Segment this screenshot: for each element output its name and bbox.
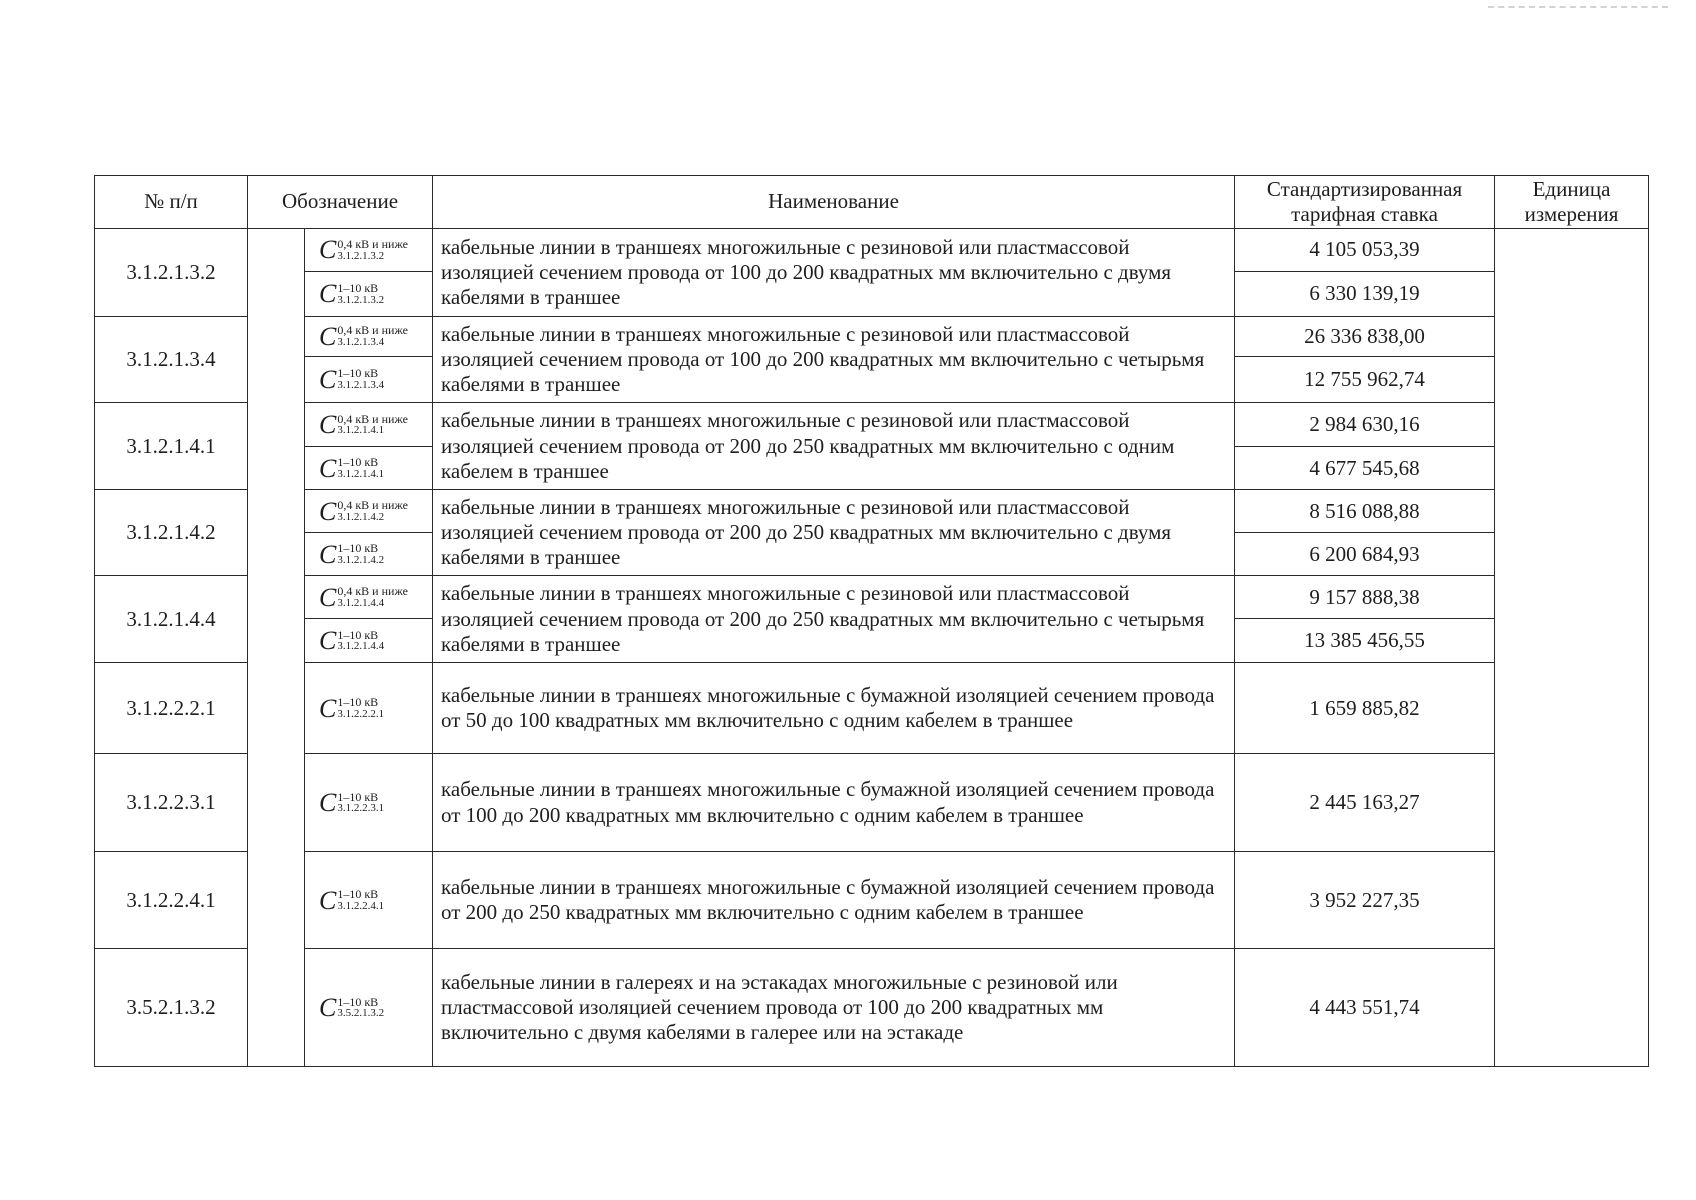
table-row — [95, 851, 1649, 949]
table-row — [95, 663, 1649, 754]
row-name: кабельные линии в галереях и на эстакадах многожильные с резиновой или пластмассовой изоляцией сечением провода от 100 до 200 квадратных мм включительно с двумя кабелями в галерее или на эстакаде — [433, 949, 1235, 1067]
symbol-indices — [337, 629, 384, 653]
header-rate: Стандартизированная тарифная ставка — [1235, 176, 1495, 229]
row-number: 3.1.2.2.4.1 — [95, 851, 248, 949]
symbol-letter: C — [319, 279, 337, 309]
header-designation: Обозначение — [248, 176, 433, 229]
tariff-rate: 26 336 838,00 — [1235, 317, 1495, 357]
symbol-letter: C — [319, 885, 337, 915]
symbol-letter: C — [319, 496, 337, 526]
row-name: кабельные линии в траншеях многожильные с резиновой или пластмассовой изоляцией сечением провода от 200 до 250 квадратных мм включительно с двумя кабелями в траншее — [433, 490, 1235, 576]
symbol-letter: C — [319, 693, 337, 723]
tariff-rate: 9 157 888,38 — [1235, 576, 1495, 619]
row-name: кабельные линии в траншеях многожильные с резиновой или пластмассовой изоляцией сечением провода от 200 до 250 квадратных мм включительно с четырьмя кабелями в траншее — [433, 576, 1235, 663]
symbol-indices — [337, 499, 408, 523]
voltage-superscript: 0,4 кВ и ниже — [337, 584, 408, 599]
tariff-table — [94, 175, 1649, 1067]
voltage-superscript: 1–10 кВ — [337, 366, 379, 381]
symbol-letter: C — [319, 235, 337, 265]
voltage-superscript: 1–10 кВ — [337, 627, 379, 642]
voltage-superscript: 1–10 кВ — [337, 541, 379, 556]
code-subscript: 3.1.2.1.4.1 — [337, 424, 385, 437]
symbol-letter: C — [319, 626, 337, 656]
code-subscript: 3.1.2.1.4.2 — [337, 553, 385, 566]
row-number: 3.5.2.1.3.2 — [95, 949, 248, 1067]
code-subscript: 3.1.2.1.3.2 — [337, 249, 385, 262]
row-name: кабельные линии в траншеях многожильные с резиновой или пластмассовой изоляцией сечением провода от 100 до 200 квадратных мм включительно с двумя кабелями в траншее — [433, 229, 1235, 317]
header-name: Наименование — [433, 176, 1235, 229]
symbol-indices — [337, 238, 408, 262]
row-number: 3.1.2.2.2.1 — [95, 663, 248, 754]
code-subscript: 3.1.2.1.3.4 — [337, 336, 385, 349]
designation-symbol — [305, 949, 433, 1067]
symbol-indices — [337, 996, 384, 1020]
row-number: 3.1.2.1.3.4 — [95, 317, 248, 403]
voltage-superscript: 1–10 кВ — [337, 280, 379, 295]
row-number: 3.1.2.1.4.1 — [95, 403, 248, 490]
designation-symbol — [305, 533, 433, 576]
code-subscript: 3.5.2.1.3.2 — [337, 1007, 385, 1020]
code-subscript: 3.1.2.1.4.4 — [337, 640, 385, 653]
designation-symbol — [305, 229, 433, 272]
designation-symbol — [305, 851, 433, 949]
tariff-rate: 4 105 053,39 — [1235, 229, 1495, 272]
code-subscript: 3.1.2.2.3.1 — [337, 802, 385, 815]
symbol-indices — [337, 413, 408, 437]
symbol-indices — [337, 282, 384, 306]
designation-symbol — [305, 663, 433, 754]
designation-symbol — [305, 403, 433, 447]
voltage-superscript: 0,4 кВ и ниже — [337, 498, 408, 513]
designation-symbol — [305, 317, 433, 357]
row-name: кабельные линии в траншеях многожильные с бумажной изоляцией сечением провода от 100 до 200 квадратных мм включительно с одним кабелем в траншее — [433, 754, 1235, 852]
symbol-indices — [337, 696, 384, 720]
voltage-superscript: 1–10 кВ — [337, 887, 379, 902]
tariff-rate: 4 677 545,68 — [1235, 447, 1495, 490]
code-subscript: 3.1.2.2.2.1 — [337, 707, 385, 720]
designation-symbol — [305, 754, 433, 852]
symbol-indices — [337, 367, 384, 391]
voltage-superscript: 0,4 кВ и ниже — [337, 323, 408, 338]
tariff-rate: 12 755 962,74 — [1235, 356, 1495, 402]
row-name: кабельные линии в траншеях многожильные с бумажной изоляцией сечением провода от 200 до 250 квадратных мм включительно с одним кабелем в траншее — [433, 851, 1235, 949]
symbol-letter: C — [319, 410, 337, 439]
tariff-rate: 6 200 684,93 — [1235, 533, 1495, 576]
code-subscript: 3.1.2.1.4.4 — [337, 596, 385, 609]
symbol-letter: C — [319, 321, 337, 351]
voltage-superscript: 1–10 кВ — [337, 994, 379, 1009]
tariff-rate: 8 516 088,88 — [1235, 490, 1495, 533]
row-name: кабельные линии в траншеях многожильные с резиновой или пластмассовой изоляцией сечением провода от 200 до 250 квадратных мм включительно с одним кабелем в траншее — [433, 403, 1235, 490]
designation-symbol — [305, 272, 433, 317]
row-number: 3.1.2.1.3.2 — [95, 229, 248, 317]
row-number: 3.1.2.2.3.1 — [95, 754, 248, 852]
row-number: 3.1.2.1.4.4 — [95, 576, 248, 663]
code-subscript: 3.1.2.1.3.2 — [337, 293, 385, 306]
voltage-superscript: 1–10 кВ — [337, 455, 379, 470]
designation-symbol — [305, 356, 433, 402]
tariff-rate: 2 984 630,16 — [1235, 403, 1495, 447]
code-subscript: 3.1.2.1.4.1 — [337, 467, 385, 480]
tariff-rate: 6 330 139,19 — [1235, 272, 1495, 317]
code-subscript: 3.1.2.2.4.1 — [337, 899, 385, 912]
header-num: № п/п — [95, 176, 248, 229]
voltage-superscript: 1–10 кВ — [337, 789, 379, 804]
voltage-superscript: 0,4 кВ и ниже — [337, 236, 408, 251]
table-row — [95, 576, 1649, 619]
table-body — [95, 229, 1649, 1067]
symbol-letter: C — [319, 788, 337, 818]
table-row — [95, 949, 1649, 1067]
tariff-rate: 1 659 885,82 — [1235, 663, 1495, 754]
scan-artifact — [1488, 6, 1668, 12]
symbol-indices — [337, 791, 384, 815]
tariff-rate: 2 445 163,27 — [1235, 754, 1495, 852]
table-row — [95, 229, 1649, 272]
row-name: кабельные линии в траншеях многожильные с резиновой или пластмассовой изоляцией сечением провода от 100 до 200 квадратных мм включительно с четырьмя кабелями в траншее — [433, 317, 1235, 403]
header-unit: Единица измерения — [1495, 176, 1649, 229]
voltage-superscript: 1–10 кВ — [337, 695, 379, 710]
symbol-indices — [337, 888, 384, 912]
designation-symbol — [305, 619, 433, 663]
designation-symbol — [305, 576, 433, 619]
symbol-indices — [337, 585, 408, 609]
designation-spacer — [248, 229, 305, 1067]
table-header-row — [95, 176, 1649, 229]
symbol-indices — [337, 542, 384, 566]
code-subscript: 3.1.2.1.4.2 — [337, 510, 385, 523]
symbol-letter: C — [319, 364, 337, 394]
symbol-letter: C — [319, 582, 337, 612]
symbol-indices — [337, 456, 384, 480]
designation-symbol — [305, 490, 433, 533]
unit-cell — [1495, 229, 1649, 1067]
row-name: кабельные линии в траншеях многожильные с бумажной изоляцией сечением провода от 50 до 100 квадратных мм включительно с одним кабелем в траншее — [433, 663, 1235, 754]
table-row — [95, 490, 1649, 533]
tariff-rate: 13 385 456,55 — [1235, 619, 1495, 663]
row-number: 3.1.2.1.4.2 — [95, 490, 248, 576]
table-row — [95, 403, 1649, 447]
tariff-rate: 4 443 551,74 — [1235, 949, 1495, 1067]
symbol-letter: C — [319, 993, 337, 1023]
table-row — [95, 754, 1649, 852]
symbol-letter: C — [319, 453, 337, 483]
table-row — [95, 317, 1649, 357]
code-subscript: 3.1.2.1.3.4 — [337, 379, 385, 392]
tariff-rate: 3 952 227,35 — [1235, 851, 1495, 949]
voltage-superscript: 0,4 кВ и ниже — [337, 411, 408, 426]
designation-symbol — [305, 447, 433, 490]
symbol-letter: C — [319, 539, 337, 569]
symbol-indices — [337, 324, 408, 348]
